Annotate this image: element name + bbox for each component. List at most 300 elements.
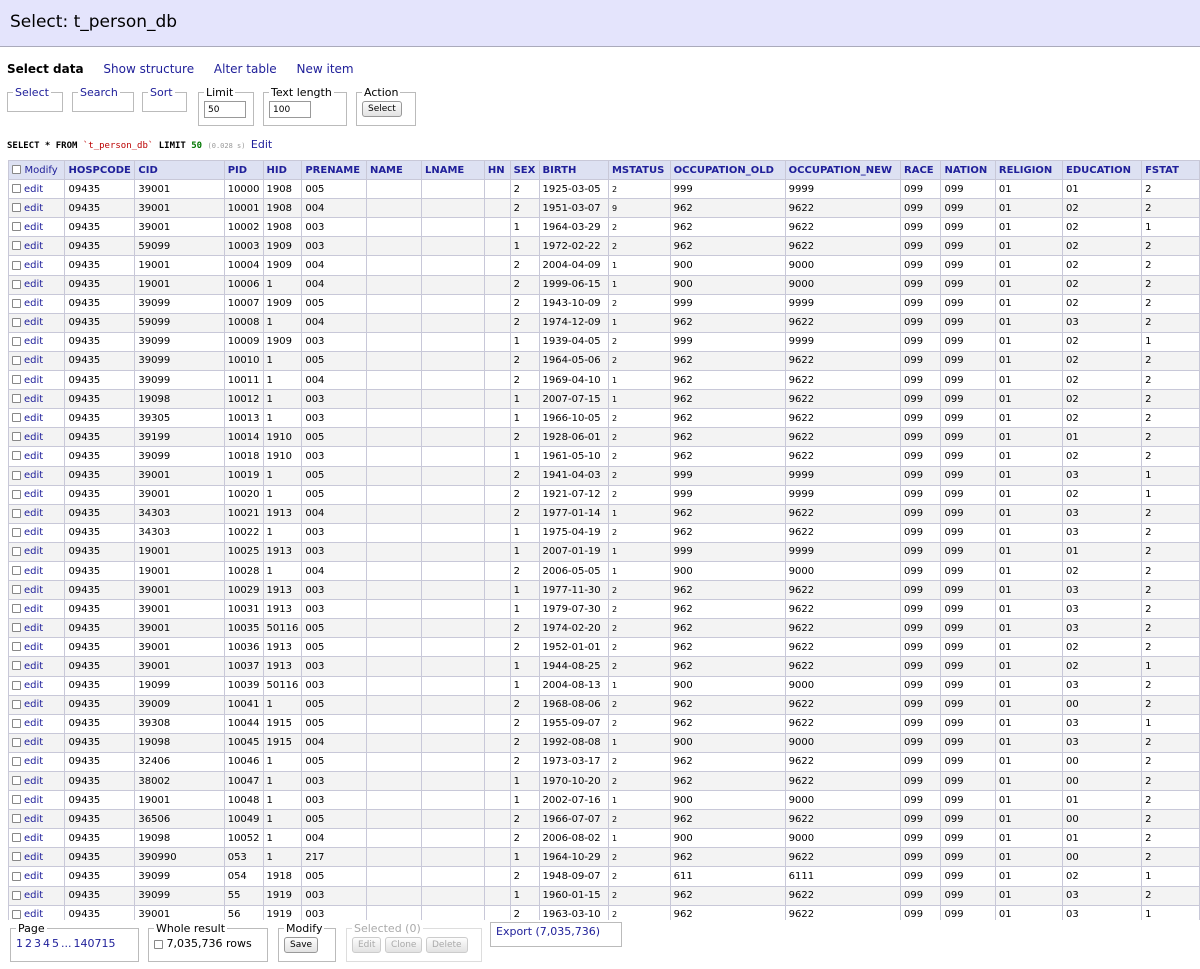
cell-hn[interactable] bbox=[484, 752, 510, 771]
cell-cid[interactable]: 39001 bbox=[135, 466, 224, 485]
cell-hid[interactable]: 50116 bbox=[263, 619, 302, 638]
cell-hospcode[interactable]: 09435 bbox=[65, 313, 135, 332]
cell-fstat[interactable]: 1 bbox=[1142, 332, 1200, 351]
cell-lname[interactable] bbox=[421, 199, 484, 218]
cell-hospcode[interactable]: 09435 bbox=[65, 886, 135, 905]
column-header-hospcode[interactable]: HOSPCODE bbox=[65, 161, 135, 180]
cell-birth[interactable]: 2007-01-19 bbox=[539, 542, 608, 561]
cell-lname[interactable] bbox=[421, 561, 484, 580]
cell-lname[interactable] bbox=[421, 772, 484, 791]
cell-name[interactable] bbox=[366, 676, 421, 695]
cell-nation[interactable]: 099 bbox=[941, 409, 995, 428]
cell-name[interactable] bbox=[366, 905, 421, 920]
cell-prename[interactable]: 003 bbox=[302, 332, 367, 351]
cell-education[interactable]: 01 bbox=[1063, 829, 1142, 848]
cell-sex[interactable]: 2 bbox=[510, 752, 539, 771]
cell-occupation_new[interactable]: 9622 bbox=[785, 752, 900, 771]
row-checkbox[interactable] bbox=[12, 203, 21, 212]
cell-birth[interactable]: 1964-10-29 bbox=[539, 848, 608, 867]
cell-nation[interactable]: 099 bbox=[941, 772, 995, 791]
cell-mstatus[interactable]: 1 bbox=[608, 561, 670, 580]
cell-religion[interactable]: 01 bbox=[995, 332, 1062, 351]
cell-pid[interactable]: 10004 bbox=[224, 256, 263, 275]
cell-hospcode[interactable]: 09435 bbox=[65, 371, 135, 390]
cell-fstat[interactable]: 2 bbox=[1142, 256, 1200, 275]
cell-occupation_new[interactable]: 9622 bbox=[785, 218, 900, 237]
cell-birth[interactable]: 1972-02-22 bbox=[539, 237, 608, 256]
cell-hn[interactable] bbox=[484, 600, 510, 619]
cell-nation[interactable]: 099 bbox=[941, 581, 995, 600]
row-checkbox[interactable] bbox=[12, 719, 21, 728]
cell-prename[interactable]: 004 bbox=[302, 256, 367, 275]
cell-mstatus[interactable]: 2 bbox=[608, 581, 670, 600]
cell-religion[interactable]: 01 bbox=[995, 733, 1062, 752]
cell-name[interactable] bbox=[366, 714, 421, 733]
cell-pid[interactable]: 10046 bbox=[224, 752, 263, 771]
cell-hospcode[interactable]: 09435 bbox=[65, 523, 135, 542]
cell-prename[interactable]: 003 bbox=[302, 409, 367, 428]
cell-religion[interactable]: 01 bbox=[995, 466, 1062, 485]
cell-sex[interactable]: 1 bbox=[510, 218, 539, 237]
cell-fstat[interactable]: 1 bbox=[1142, 657, 1200, 676]
cell-lname[interactable] bbox=[421, 829, 484, 848]
cell-occupation_old[interactable]: 900 bbox=[670, 733, 785, 752]
cell-mstatus[interactable]: 2 bbox=[608, 772, 670, 791]
cell-cid[interactable]: 39001 bbox=[135, 600, 224, 619]
cell-hospcode[interactable]: 09435 bbox=[65, 676, 135, 695]
row-edit-link[interactable]: edit bbox=[24, 260, 44, 272]
cell-occupation_old[interactable]: 962 bbox=[670, 886, 785, 905]
cell-nation[interactable]: 099 bbox=[941, 752, 995, 771]
cell-hn[interactable] bbox=[484, 428, 510, 447]
row-checkbox[interactable] bbox=[12, 604, 21, 613]
cell-religion[interactable]: 01 bbox=[995, 256, 1062, 275]
cell-hospcode[interactable]: 09435 bbox=[65, 332, 135, 351]
cell-race[interactable]: 099 bbox=[901, 523, 941, 542]
cell-education[interactable]: 01 bbox=[1063, 542, 1142, 561]
cell-religion[interactable]: 01 bbox=[995, 848, 1062, 867]
cell-pid[interactable]: 10000 bbox=[224, 180, 263, 199]
cell-lname[interactable] bbox=[421, 867, 484, 886]
cell-occupation_old[interactable]: 900 bbox=[670, 275, 785, 294]
cell-lname[interactable] bbox=[421, 791, 484, 810]
cell-hn[interactable] bbox=[484, 581, 510, 600]
cell-race[interactable]: 099 bbox=[901, 390, 941, 409]
cell-occupation_new[interactable]: 9622 bbox=[785, 695, 900, 714]
cell-lname[interactable] bbox=[421, 714, 484, 733]
cell-sex[interactable]: 1 bbox=[510, 848, 539, 867]
cell-hn[interactable] bbox=[484, 733, 510, 752]
row-edit-link[interactable]: edit bbox=[24, 412, 44, 424]
cell-hid[interactable]: 1910 bbox=[263, 428, 302, 447]
cell-cid[interactable]: 36506 bbox=[135, 810, 224, 829]
cell-hid[interactable]: 1 bbox=[263, 390, 302, 409]
cell-hospcode[interactable]: 09435 bbox=[65, 714, 135, 733]
cell-hn[interactable] bbox=[484, 714, 510, 733]
cell-cid[interactable]: 34303 bbox=[135, 504, 224, 523]
cell-education[interactable]: 02 bbox=[1063, 332, 1142, 351]
cell-name[interactable] bbox=[366, 313, 421, 332]
cell-sex[interactable]: 1 bbox=[510, 676, 539, 695]
cell-hospcode[interactable]: 09435 bbox=[65, 542, 135, 561]
cell-lname[interactable] bbox=[421, 485, 484, 504]
cell-hn[interactable] bbox=[484, 638, 510, 657]
cell-lname[interactable] bbox=[421, 523, 484, 542]
cell-occupation_new[interactable]: 9622 bbox=[785, 600, 900, 619]
cell-hid[interactable]: 1 bbox=[263, 752, 302, 771]
cell-occupation_new[interactable]: 6111 bbox=[785, 867, 900, 886]
cell-race[interactable]: 099 bbox=[901, 810, 941, 829]
cell-mstatus[interactable]: 2 bbox=[608, 714, 670, 733]
cell-lname[interactable] bbox=[421, 275, 484, 294]
cell-cid[interactable]: 39099 bbox=[135, 886, 224, 905]
cell-name[interactable] bbox=[366, 390, 421, 409]
row-checkbox[interactable] bbox=[12, 700, 21, 709]
search-legend[interactable]: Search bbox=[80, 86, 118, 99]
cell-name[interactable] bbox=[366, 447, 421, 466]
cell-cid[interactable]: 39099 bbox=[135, 447, 224, 466]
cell-education[interactable]: 03 bbox=[1063, 581, 1142, 600]
cell-occupation_old[interactable]: 900 bbox=[670, 676, 785, 695]
cell-sex[interactable]: 2 bbox=[510, 313, 539, 332]
cell-birth[interactable]: 1992-08-08 bbox=[539, 733, 608, 752]
cell-hospcode[interactable]: 09435 bbox=[65, 772, 135, 791]
cell-occupation_new[interactable]: 9622 bbox=[785, 714, 900, 733]
cell-fstat[interactable]: 2 bbox=[1142, 351, 1200, 370]
cell-religion[interactable]: 01 bbox=[995, 619, 1062, 638]
cell-religion[interactable]: 01 bbox=[995, 485, 1062, 504]
cell-cid[interactable]: 39099 bbox=[135, 294, 224, 313]
cell-hn[interactable] bbox=[484, 561, 510, 580]
select-legend[interactable]: Select bbox=[15, 86, 49, 99]
cell-name[interactable] bbox=[366, 600, 421, 619]
cell-birth[interactable]: 1966-10-05 bbox=[539, 409, 608, 428]
cell-hospcode[interactable]: 09435 bbox=[65, 829, 135, 848]
cell-nation[interactable]: 099 bbox=[941, 638, 995, 657]
cell-hid[interactable]: 1 bbox=[263, 561, 302, 580]
cell-pid[interactable]: 10020 bbox=[224, 485, 263, 504]
cell-hid[interactable]: 1909 bbox=[263, 332, 302, 351]
cell-occupation_new[interactable]: 9999 bbox=[785, 466, 900, 485]
cell-hid[interactable]: 1909 bbox=[263, 237, 302, 256]
cell-pid[interactable]: 10022 bbox=[224, 523, 263, 542]
cell-race[interactable]: 099 bbox=[901, 256, 941, 275]
cell-pid[interactable]: 10006 bbox=[224, 275, 263, 294]
cell-mstatus[interactable]: 1 bbox=[608, 542, 670, 561]
delete-selected-button[interactable]: Delete bbox=[426, 937, 468, 953]
cell-lname[interactable] bbox=[421, 886, 484, 905]
cell-occupation_old[interactable]: 900 bbox=[670, 829, 785, 848]
cell-hn[interactable] bbox=[484, 523, 510, 542]
cell-mstatus[interactable]: 2 bbox=[608, 409, 670, 428]
cell-sex[interactable]: 2 bbox=[510, 351, 539, 370]
cell-birth[interactable]: 1963-03-10 bbox=[539, 905, 608, 920]
cell-name[interactable] bbox=[366, 199, 421, 218]
cell-mstatus[interactable]: 2 bbox=[608, 428, 670, 447]
row-edit-link[interactable]: edit bbox=[24, 699, 44, 711]
cell-pid[interactable]: 054 bbox=[224, 867, 263, 886]
cell-occupation_new[interactable]: 9000 bbox=[785, 829, 900, 848]
cell-lname[interactable] bbox=[421, 695, 484, 714]
cell-prename[interactable]: 004 bbox=[302, 504, 367, 523]
cell-nation[interactable]: 099 bbox=[941, 676, 995, 695]
cell-hn[interactable] bbox=[484, 218, 510, 237]
cell-occupation_old[interactable]: 962 bbox=[670, 199, 785, 218]
cell-hid[interactable]: 1915 bbox=[263, 714, 302, 733]
cell-race[interactable]: 099 bbox=[901, 886, 941, 905]
cell-name[interactable] bbox=[366, 657, 421, 676]
cell-mstatus[interactable]: 2 bbox=[608, 886, 670, 905]
cell-occupation_new[interactable]: 9622 bbox=[785, 351, 900, 370]
cell-fstat[interactable]: 2 bbox=[1142, 313, 1200, 332]
row-checkbox[interactable] bbox=[12, 222, 21, 231]
cell-pid[interactable]: 10002 bbox=[224, 218, 263, 237]
cell-occupation_new[interactable]: 9622 bbox=[785, 504, 900, 523]
cell-hid[interactable]: 1915 bbox=[263, 733, 302, 752]
cell-birth[interactable]: 2006-08-02 bbox=[539, 829, 608, 848]
cell-hospcode[interactable]: 09435 bbox=[65, 351, 135, 370]
cell-pid[interactable]: 10001 bbox=[224, 199, 263, 218]
cell-prename[interactable]: 003 bbox=[302, 542, 367, 561]
cell-education[interactable]: 00 bbox=[1063, 810, 1142, 829]
cell-mstatus[interactable]: 1 bbox=[608, 791, 670, 810]
cell-sex[interactable]: 2 bbox=[510, 256, 539, 275]
row-checkbox[interactable] bbox=[12, 490, 21, 499]
cell-pid[interactable]: 10010 bbox=[224, 351, 263, 370]
cell-sex[interactable]: 2 bbox=[510, 428, 539, 447]
cell-occupation_old[interactable]: 962 bbox=[670, 237, 785, 256]
cell-nation[interactable]: 099 bbox=[941, 504, 995, 523]
cell-religion[interactable]: 01 bbox=[995, 390, 1062, 409]
cell-sex[interactable]: 2 bbox=[510, 829, 539, 848]
cell-mstatus[interactable]: 2 bbox=[608, 351, 670, 370]
cell-mstatus[interactable]: 1 bbox=[608, 829, 670, 848]
cell-hn[interactable] bbox=[484, 886, 510, 905]
cell-pid[interactable]: 10052 bbox=[224, 829, 263, 848]
cell-sex[interactable]: 1 bbox=[510, 237, 539, 256]
cell-name[interactable] bbox=[366, 772, 421, 791]
cell-prename[interactable]: 217 bbox=[302, 848, 367, 867]
cell-lname[interactable] bbox=[421, 313, 484, 332]
cell-name[interactable] bbox=[366, 733, 421, 752]
row-checkbox[interactable] bbox=[12, 910, 21, 919]
cell-name[interactable] bbox=[366, 275, 421, 294]
cell-race[interactable]: 099 bbox=[901, 504, 941, 523]
cell-religion[interactable]: 01 bbox=[995, 542, 1062, 561]
cell-nation[interactable]: 099 bbox=[941, 600, 995, 619]
cell-birth[interactable]: 1974-12-09 bbox=[539, 313, 608, 332]
cell-hid[interactable]: 1910 bbox=[263, 447, 302, 466]
cell-lname[interactable] bbox=[421, 371, 484, 390]
cell-hn[interactable] bbox=[484, 180, 510, 199]
cell-religion[interactable]: 01 bbox=[995, 199, 1062, 218]
cell-lname[interactable] bbox=[421, 332, 484, 351]
row-edit-link[interactable]: edit bbox=[24, 202, 44, 214]
cell-fstat[interactable]: 2 bbox=[1142, 733, 1200, 752]
cell-pid[interactable]: 10036 bbox=[224, 638, 263, 657]
cell-cid[interactable]: 39001 bbox=[135, 619, 224, 638]
cell-race[interactable]: 099 bbox=[901, 791, 941, 810]
cell-prename[interactable]: 003 bbox=[302, 657, 367, 676]
cell-race[interactable]: 099 bbox=[901, 371, 941, 390]
cell-education[interactable]: 02 bbox=[1063, 638, 1142, 657]
row-edit-link[interactable]: edit bbox=[24, 756, 44, 768]
cell-nation[interactable]: 099 bbox=[941, 829, 995, 848]
cell-race[interactable]: 099 bbox=[901, 313, 941, 332]
cell-birth[interactable]: 2007-07-15 bbox=[539, 390, 608, 409]
column-header-education[interactable]: EDUCATION bbox=[1063, 161, 1142, 180]
cell-occupation_old[interactable]: 962 bbox=[670, 600, 785, 619]
row-checkbox[interactable] bbox=[12, 738, 21, 747]
cell-mstatus[interactable]: 1 bbox=[608, 313, 670, 332]
row-edit-link[interactable]: edit bbox=[24, 584, 44, 596]
modify-header[interactable] bbox=[9, 161, 65, 180]
cell-occupation_new[interactable]: 9999 bbox=[785, 485, 900, 504]
row-checkbox[interactable] bbox=[12, 776, 21, 785]
cell-occupation_old[interactable]: 962 bbox=[670, 619, 785, 638]
cell-birth[interactable]: 1999-06-15 bbox=[539, 275, 608, 294]
cell-hn[interactable] bbox=[484, 791, 510, 810]
cell-race[interactable]: 099 bbox=[901, 619, 941, 638]
cell-hospcode[interactable]: 09435 bbox=[65, 294, 135, 313]
cell-hn[interactable] bbox=[484, 294, 510, 313]
column-header-sex[interactable]: SEX bbox=[510, 161, 539, 180]
cell-race[interactable]: 099 bbox=[901, 714, 941, 733]
cell-prename[interactable]: 004 bbox=[302, 199, 367, 218]
cell-mstatus[interactable]: 1 bbox=[608, 504, 670, 523]
row-edit-link[interactable]: edit bbox=[24, 546, 44, 558]
cell-pid[interactable]: 053 bbox=[224, 848, 263, 867]
row-checkbox[interactable] bbox=[12, 757, 21, 766]
cell-occupation_old[interactable]: 999 bbox=[670, 294, 785, 313]
cell-hid[interactable]: 1 bbox=[263, 313, 302, 332]
cell-hospcode[interactable]: 09435 bbox=[65, 256, 135, 275]
cell-nation[interactable]: 099 bbox=[941, 447, 995, 466]
row-edit-link[interactable]: edit bbox=[24, 279, 44, 291]
cell-fstat[interactable]: 2 bbox=[1142, 199, 1200, 218]
cell-cid[interactable]: 39308 bbox=[135, 714, 224, 733]
cell-nation[interactable]: 099 bbox=[941, 657, 995, 676]
cell-fstat[interactable]: 2 bbox=[1142, 180, 1200, 199]
cell-occupation_old[interactable]: 611 bbox=[670, 867, 785, 886]
export-fieldset[interactable] bbox=[490, 922, 622, 947]
cell-lname[interactable] bbox=[421, 600, 484, 619]
cell-cid[interactable]: 39009 bbox=[135, 695, 224, 714]
cell-occupation_new[interactable]: 9000 bbox=[785, 791, 900, 810]
cell-race[interactable]: 099 bbox=[901, 600, 941, 619]
cell-occupation_old[interactable]: 999 bbox=[670, 542, 785, 561]
cell-hn[interactable] bbox=[484, 695, 510, 714]
cell-education[interactable]: 03 bbox=[1063, 733, 1142, 752]
cell-cid[interactable]: 19098 bbox=[135, 390, 224, 409]
cell-occupation_old[interactable]: 962 bbox=[670, 714, 785, 733]
cell-prename[interactable]: 003 bbox=[302, 791, 367, 810]
cell-pid[interactable]: 10029 bbox=[224, 581, 263, 600]
cell-hid[interactable]: 1908 bbox=[263, 180, 302, 199]
row-edit-link[interactable]: edit bbox=[24, 890, 44, 902]
cell-sex[interactable]: 2 bbox=[510, 466, 539, 485]
cell-hid[interactable]: 50116 bbox=[263, 676, 302, 695]
cell-occupation_old[interactable]: 999 bbox=[670, 180, 785, 199]
cell-name[interactable] bbox=[366, 237, 421, 256]
cell-birth[interactable]: 1974-02-20 bbox=[539, 619, 608, 638]
row-checkbox[interactable] bbox=[12, 261, 21, 270]
cell-sex[interactable]: 2 bbox=[510, 714, 539, 733]
cell-nation[interactable]: 099 bbox=[941, 313, 995, 332]
cell-hospcode[interactable]: 09435 bbox=[65, 428, 135, 447]
cell-race[interactable]: 099 bbox=[901, 867, 941, 886]
cell-religion[interactable]: 01 bbox=[995, 351, 1062, 370]
row-edit-link[interactable]: edit bbox=[24, 718, 44, 730]
cell-fstat[interactable]: 1 bbox=[1142, 905, 1200, 920]
cell-hid[interactable]: 1 bbox=[263, 695, 302, 714]
cell-hn[interactable] bbox=[484, 199, 510, 218]
cell-nation[interactable]: 099 bbox=[941, 561, 995, 580]
cell-birth[interactable]: 2006-05-05 bbox=[539, 561, 608, 580]
cell-education[interactable]: 02 bbox=[1063, 390, 1142, 409]
cell-prename[interactable]: 004 bbox=[302, 371, 367, 390]
sort-legend[interactable]: Sort bbox=[150, 86, 173, 99]
cell-occupation_old[interactable]: 900 bbox=[670, 791, 785, 810]
cell-birth[interactable]: 1969-04-10 bbox=[539, 371, 608, 390]
cell-name[interactable] bbox=[366, 466, 421, 485]
cell-fstat[interactable]: 2 bbox=[1142, 886, 1200, 905]
cell-pid[interactable]: 10035 bbox=[224, 619, 263, 638]
row-checkbox[interactable] bbox=[12, 642, 21, 651]
cell-lname[interactable] bbox=[421, 504, 484, 523]
row-checkbox[interactable] bbox=[12, 661, 21, 670]
cell-prename[interactable]: 005 bbox=[302, 695, 367, 714]
cell-birth[interactable]: 1964-03-29 bbox=[539, 218, 608, 237]
cell-occupation_old[interactable]: 962 bbox=[670, 581, 785, 600]
cell-nation[interactable]: 099 bbox=[941, 371, 995, 390]
cell-fstat[interactable]: 2 bbox=[1142, 600, 1200, 619]
cell-hospcode[interactable]: 09435 bbox=[65, 638, 135, 657]
cell-hospcode[interactable]: 09435 bbox=[65, 752, 135, 771]
cell-cid[interactable]: 19001 bbox=[135, 561, 224, 580]
cell-hospcode[interactable]: 09435 bbox=[65, 810, 135, 829]
row-edit-link[interactable]: edit bbox=[24, 355, 44, 367]
cell-hn[interactable] bbox=[484, 237, 510, 256]
cell-hid[interactable]: 1 bbox=[263, 371, 302, 390]
cell-education[interactable]: 02 bbox=[1063, 256, 1142, 275]
cell-race[interactable]: 099 bbox=[901, 657, 941, 676]
cell-pid[interactable]: 10011 bbox=[224, 371, 263, 390]
cell-name[interactable] bbox=[366, 256, 421, 275]
row-checkbox[interactable] bbox=[12, 833, 21, 842]
select-fieldset[interactable] bbox=[7, 86, 63, 112]
cell-lname[interactable] bbox=[421, 848, 484, 867]
cell-fstat[interactable]: 2 bbox=[1142, 294, 1200, 313]
cell-hospcode[interactable]: 09435 bbox=[65, 237, 135, 256]
cell-occupation_old[interactable]: 962 bbox=[670, 772, 785, 791]
row-checkbox[interactable] bbox=[12, 184, 21, 193]
cell-occupation_new[interactable]: 9622 bbox=[785, 371, 900, 390]
cell-race[interactable]: 099 bbox=[901, 199, 941, 218]
cell-sex[interactable]: 1 bbox=[510, 390, 539, 409]
cell-hn[interactable] bbox=[484, 313, 510, 332]
cell-hn[interactable] bbox=[484, 390, 510, 409]
cell-nation[interactable]: 099 bbox=[941, 428, 995, 447]
cell-race[interactable]: 099 bbox=[901, 905, 941, 920]
cell-birth[interactable]: 1944-08-25 bbox=[539, 657, 608, 676]
cell-hospcode[interactable]: 09435 bbox=[65, 390, 135, 409]
cell-cid[interactable]: 39001 bbox=[135, 180, 224, 199]
cell-education[interactable]: 02 bbox=[1063, 371, 1142, 390]
cell-fstat[interactable]: 2 bbox=[1142, 829, 1200, 848]
cell-hn[interactable] bbox=[484, 275, 510, 294]
cell-sex[interactable]: 1 bbox=[510, 523, 539, 542]
